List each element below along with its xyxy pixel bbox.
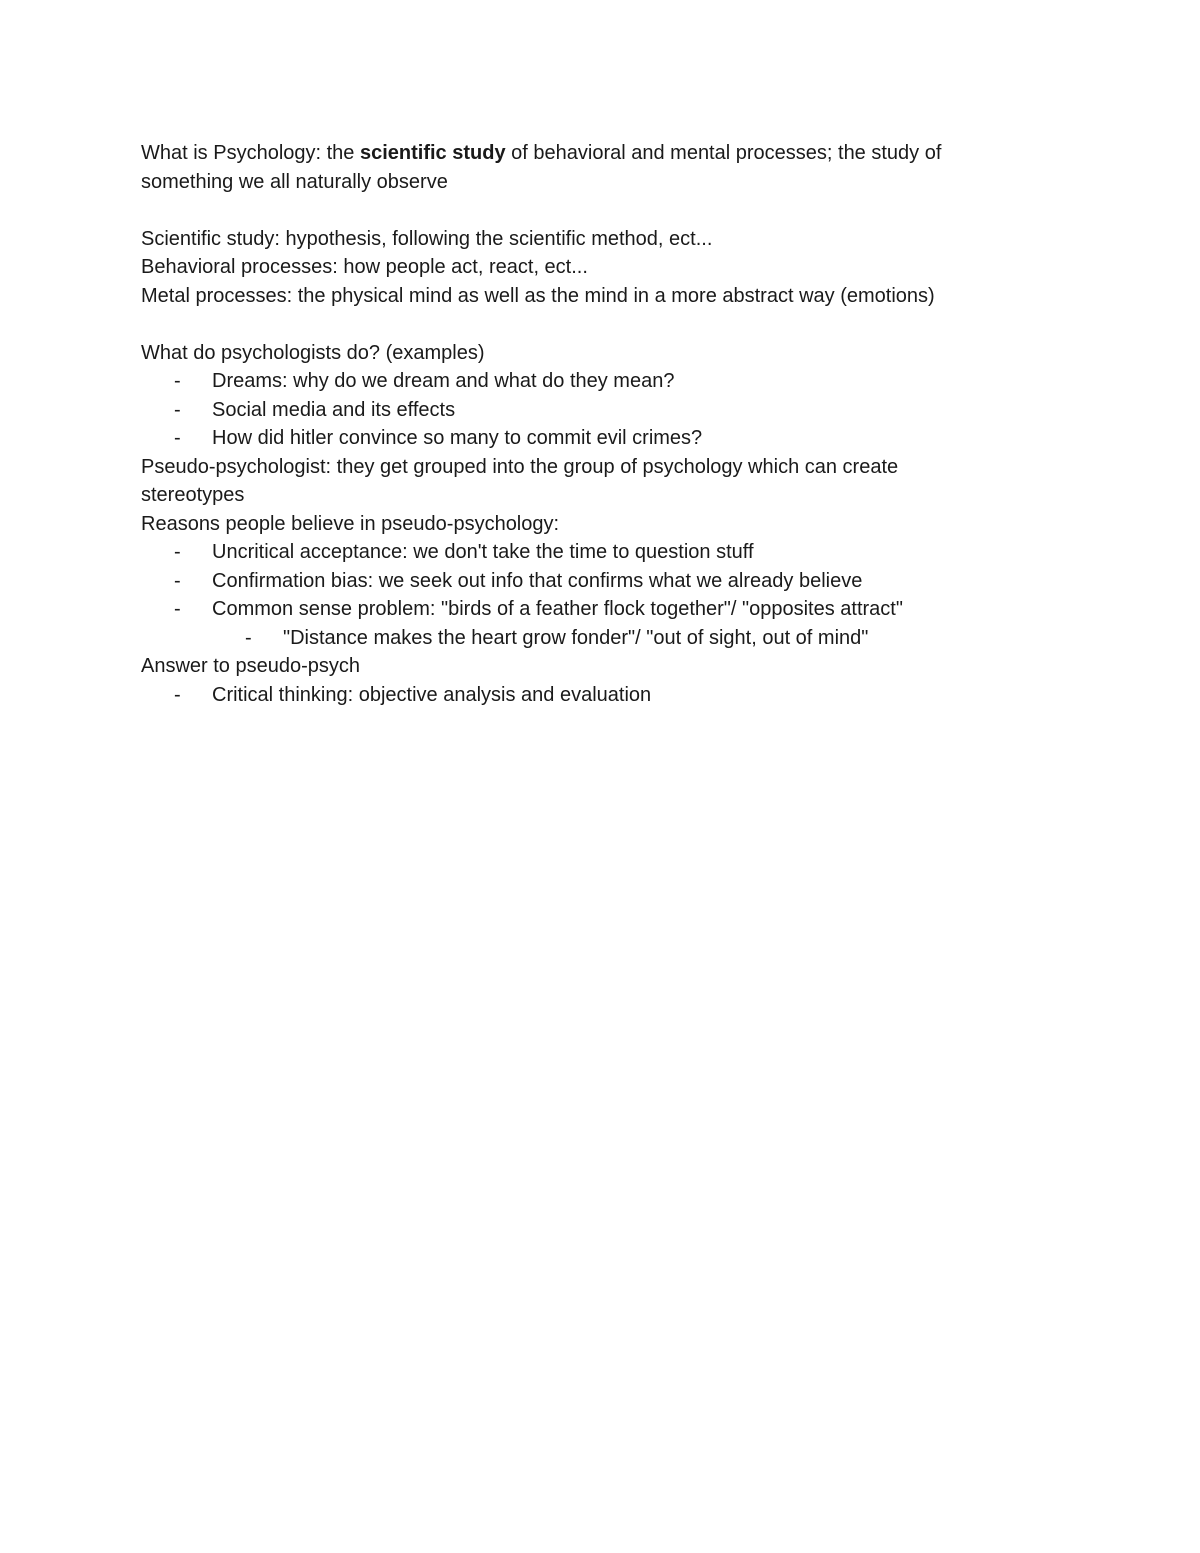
- dash-bullet: -: [174, 427, 181, 449]
- list-item-text: Dreams: why do we dream and what do they mean?: [212, 370, 675, 392]
- list-item-text: Critical thinking: objective analysis and evaluation: [212, 683, 652, 706]
- definition-mental-processes: Metal processes: the physical mind as well as the mind in a more abstract way (emotions): [141, 284, 935, 307]
- definition-behavioral-processes: Behavioral processes: how people act, react, ect...: [141, 256, 588, 278]
- list-item-text: How did hitler convince so many to commit evil crimes?: [212, 427, 703, 449]
- list-subitem-text: "Distance makes the heart grow fonder"/ "out of sight, out of mind": [283, 626, 869, 649]
- list-item: [141, 595, 1041, 624]
- reasons-heading: Reasons people believe in pseudo-psychology:: [141, 512, 560, 535]
- list-subitem: [141, 624, 1041, 653]
- list-item: [141, 396, 1041, 425]
- list-item: [141, 424, 1041, 453]
- definition-scientific-study: Scientific study: hypothesis, following the scientific method, ect...: [141, 227, 713, 250]
- dash-bullet: -: [174, 598, 181, 620]
- dash-bullet: -: [174, 683, 181, 706]
- document-body: [141, 139, 1041, 709]
- pseudo-psychologist-line-1: Pseudo-psychologist: they get grouped into the group of psychology which can create: [141, 455, 899, 478]
- list-item-text: Common sense problem: "birds of a feather flock together"/ "opposites attract": [212, 598, 903, 620]
- list-item: [141, 367, 1041, 396]
- dash-bullet: -: [174, 370, 181, 392]
- list-item-text: Social media and its effects: [212, 398, 456, 421]
- list-item-text: Confirmation bias: we seek out info that confirms what we already believe: [212, 569, 863, 592]
- intro-prefix: What is Psychology: the: [141, 142, 360, 164]
- intro-line-1: [141, 139, 1041, 168]
- intro-bold-term: scientific study: [359, 142, 506, 164]
- dash-bullet: -: [245, 626, 252, 649]
- list-item: [141, 681, 1041, 710]
- answer-heading: Answer to pseudo-psych: [141, 655, 361, 677]
- dash-bullet: -: [174, 398, 181, 421]
- intro-line-2: something we all naturally observe: [141, 170, 448, 193]
- list-item: [141, 538, 1041, 567]
- dash-bullet: -: [174, 569, 181, 592]
- intro-suffix: of behavioral and mental processes; the study of: [505, 142, 942, 164]
- list-item-text: Uncritical acceptance: we don't take the time to question stuff: [212, 541, 754, 563]
- spacer: [141, 310, 1041, 339]
- examples-heading: What do psychologists do? (examples): [141, 341, 485, 364]
- spacer: [141, 196, 1041, 225]
- list-item: [141, 567, 1041, 596]
- pseudo-psychologist-line-2: stereotypes: [141, 484, 245, 506]
- dash-bullet: -: [174, 541, 181, 563]
